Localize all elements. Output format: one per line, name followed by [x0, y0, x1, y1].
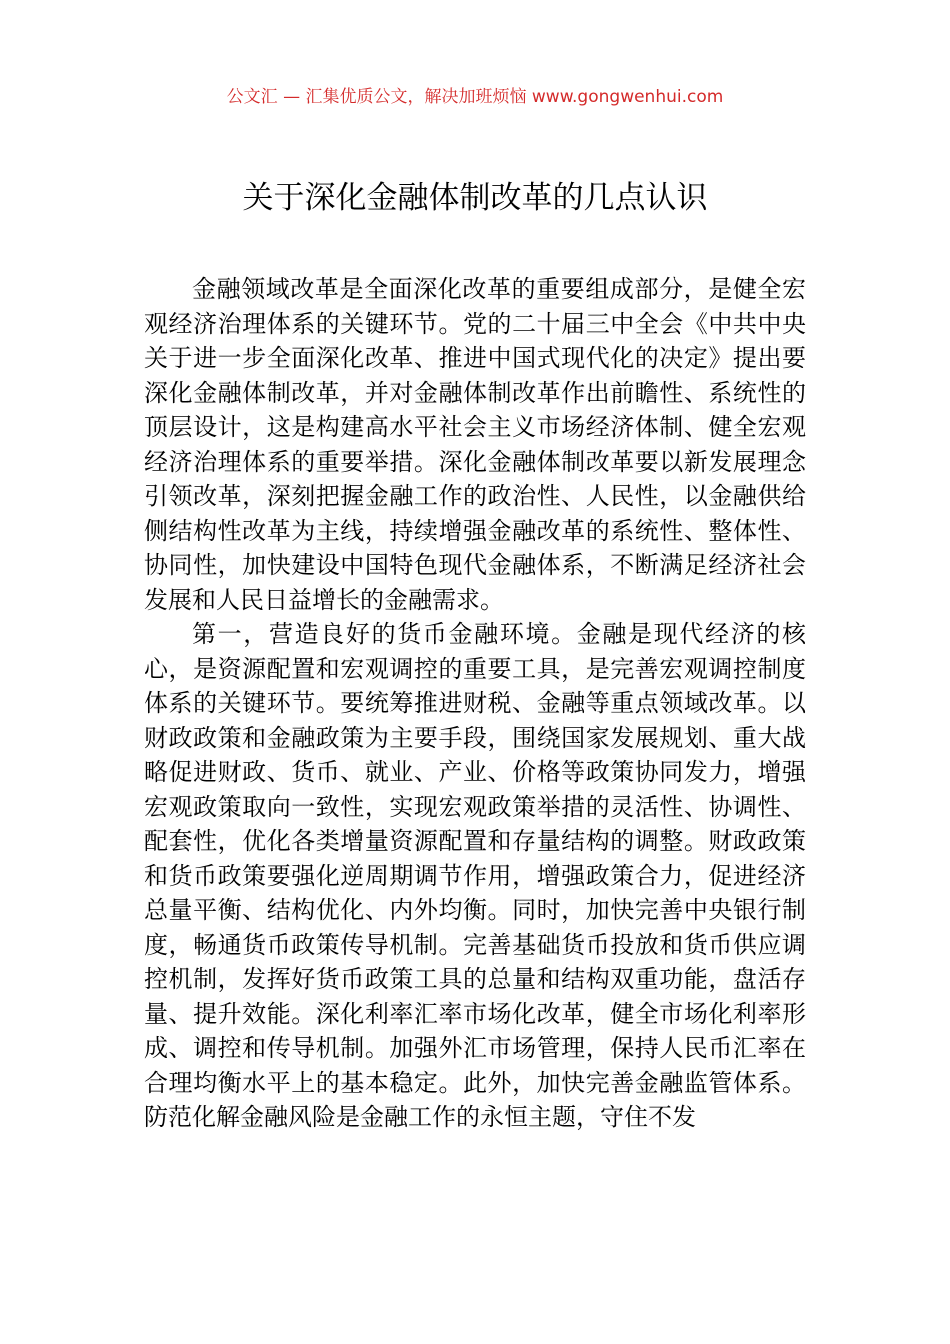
document-title: 关于深化金融体制改革的几点认识	[242, 180, 708, 216]
paragraph-intro: 金融领域改革是全面深化改革的重要组成部分，是健全宏观经济治理体系的关键环节。党的二十届三中全会《中共中央关于进一步全面深化改革、推进中国式现代化的决定》提出要深化金融体制改革，并对金融体制改革作出前瞻性、系统性的顶层设计，这是构建高水平社会主义市场经济体制、健全宏观经济治理体系的重要举措。深化金融体制改革要以新发展理念引领改革，深刻把握金融工作的政治性、人民性，以金融供给侧结构性改革为主线，持续增强金融改革的系统性、整体性、协同性，加快建设中国特色现代金融体系，不断满足经济社会发展和人民日益增长的金融需求。	[144, 275, 806, 614]
document-body	[144, 272, 806, 1135]
paragraph-first-point: 第一，营造良好的货币金融环境。金融是现代经济的核心，是资源配置和宏观调控的重要工具，是完善宏观调控制度体系的关键环节。要统筹推进财税、金融等重点领域改革。以财政政策和金融政策为主要手段，围绕国家发展规划、重大战略促进财政、货币、就业、产业、价格等政策协同发力，增强宏观政策取向一致性，实现宏观政策举措的灵活性、协调性、配套性，优化各类增量资源配置和存量结构的调整。财政政策和货币政策要强化逆周期调节作用，增强政策合力，促进经济总量平衡、结构优化、内外均衡。同时，加快完善中央银行制度，畅通货币政策传导机制。完善基础货币投放和货币供应调控机制，发挥好货币政策工具的总量和结构双重功能，盘活存量、提升效能。深化利率汇率市场化改革，健全市场化利率形成、调控和传导机制。加强外汇市场管理，保持人民币汇率在合理均衡水平上的基本稳定。此外，加快完善金融监管体系。防范化解金融风险是金融工作的永恒主题，守住不发	[144, 620, 806, 1131]
header-banner: 公文汇 — 汇集优质公文，解决加班烦恼 www.gongwenhui.com	[226, 87, 724, 107]
